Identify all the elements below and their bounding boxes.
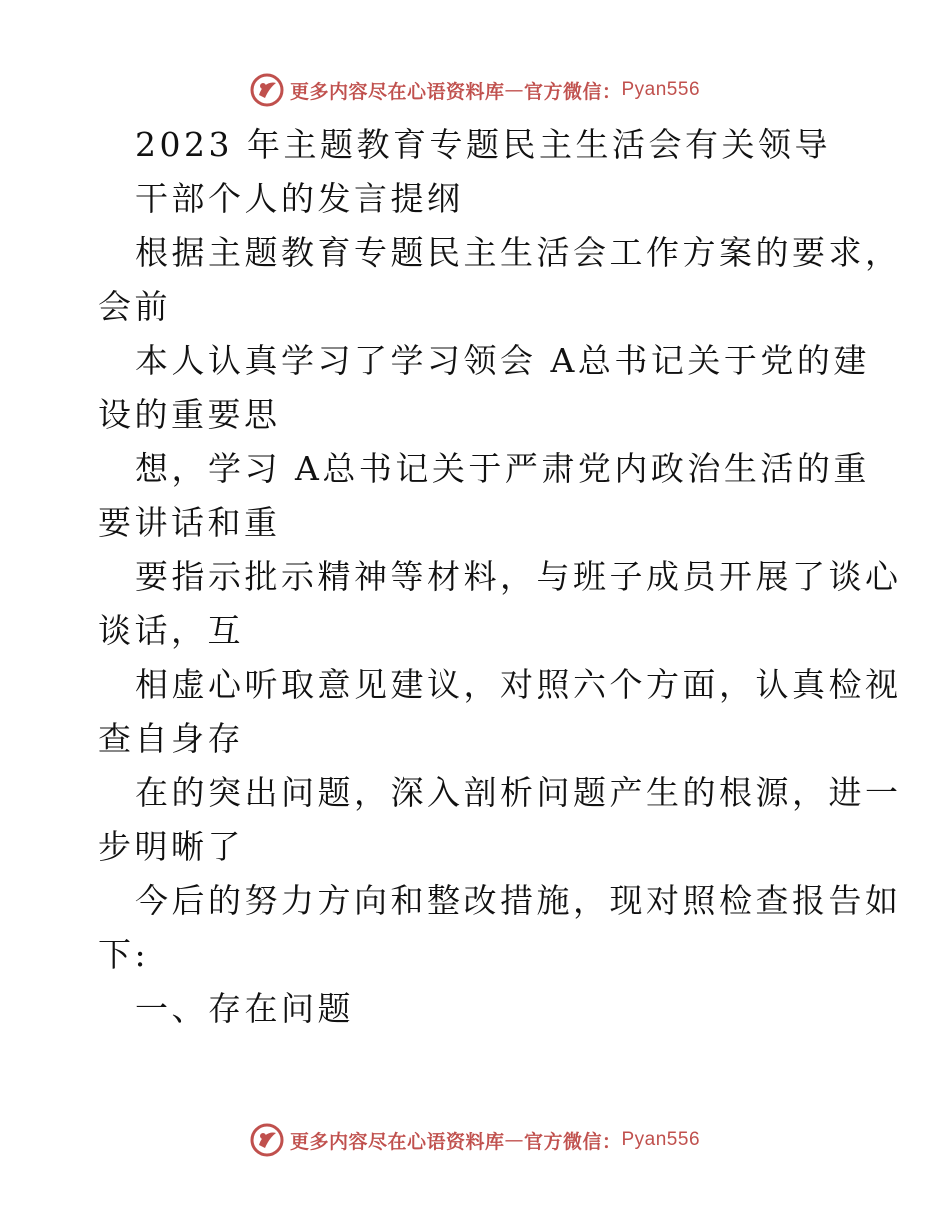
document-body <box>98 118 902 1036</box>
paragraph-line: 相虚心听取意见建议，对照六个方面，认真检视 <box>135 665 902 704</box>
paragraph-line: 谈话，互 <box>98 611 244 650</box>
paragraph-line: 会前 <box>98 287 171 326</box>
footer-watermark <box>0 1120 950 1160</box>
watermark-suffix-text: 官方微信： <box>523 80 622 103</box>
watermark-separator: — <box>504 1129 524 1151</box>
paragraph-line: 下: <box>98 935 150 974</box>
paragraph-line: 想，学习 A总书记关于严肃党内政治生活的重 <box>135 449 870 488</box>
watermark-id: Pyan556 <box>621 1129 701 1150</box>
title-line-1: 2023 年主题教育专题民主生活会有关领导 <box>135 125 831 164</box>
header-watermark <box>0 70 950 110</box>
paragraph-line: 设的重要思 <box>98 395 281 434</box>
paragraph-line: 要指示批示精神等材料，与班子成员开展了谈心 <box>135 557 902 596</box>
paragraph-line: 本人认真学习了学习领会 A总书记关于党的建 <box>135 341 870 380</box>
paragraph-line: 今后的努力方向和整改措施，现对照检查报告如 <box>135 881 902 920</box>
paragraph-line: 在的突出问题，深入剖析问题产生的根源，进一 <box>135 773 902 812</box>
section-heading: 一、存在问题 <box>135 989 354 1028</box>
paragraph-line: 根据主题教育专题民主生活会工作方案的要求， <box>135 233 902 272</box>
watermark-separator: — <box>504 79 524 101</box>
watermark-main-text: 更多内容尽在心语资料库 <box>289 80 505 103</box>
paragraph-line: 查自身存 <box>98 719 244 758</box>
seal-logo-icon <box>250 1123 284 1157</box>
paragraph-line: 步明晰了 <box>98 827 244 866</box>
title-line-2: 干部个人的发言提纲 <box>135 179 464 218</box>
watermark-suffix-text: 官方微信： <box>523 1130 622 1153</box>
seal-logo-icon <box>250 73 284 107</box>
watermark-main-text: 更多内容尽在心语资料库 <box>289 1130 505 1153</box>
paragraph-line: 要讲话和重 <box>98 503 281 542</box>
watermark-id: Pyan556 <box>621 79 701 100</box>
